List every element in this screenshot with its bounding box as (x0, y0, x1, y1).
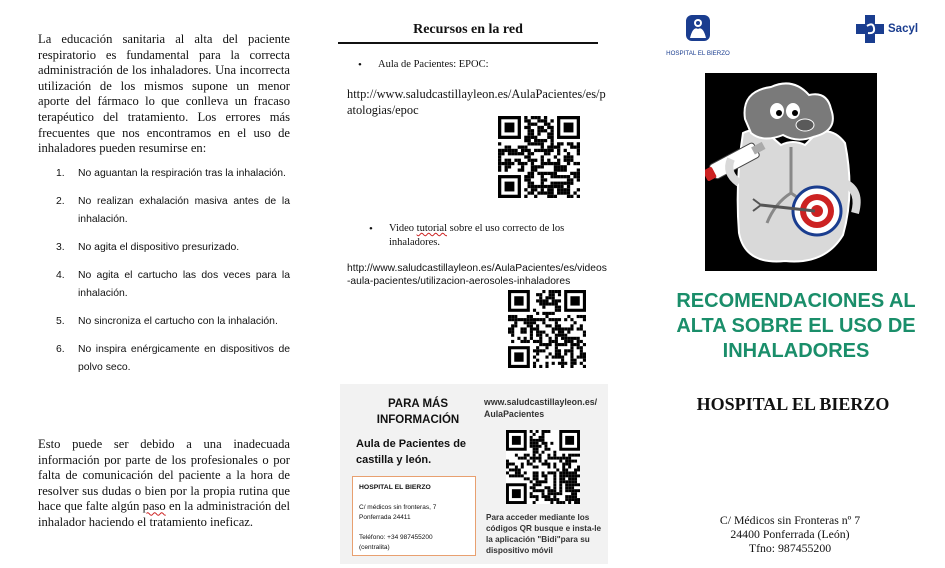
epoc-url-link[interactable]: http://www.saludcastillayleon.es/AulaPacientes/es/patologias/epoc (347, 87, 606, 117)
video-url-link[interactable]: http://www.saludcastillayleon.es/AulaPacientes/es/videos-aula-pacientes/utilizacion-aerosoles-inhaladores (347, 263, 607, 287)
list-item-text: No aguantan la respiración tras la inhalación. (78, 167, 286, 179)
list-item-number: 4. (56, 269, 65, 281)
hospital-contact-phone: Teléfono: +34 987455200 (359, 534, 433, 541)
qr-code-video-icon (508, 290, 586, 368)
resource-item-video (369, 222, 605, 250)
hospital-contact-address: C/ médicos sin fronteras, 7 (359, 504, 437, 511)
cover-address: C/ Médicos sin Fronteras nº 7 24400 Ponferrada (León) Tfno: 987455200 (719, 513, 861, 555)
bullet-icon: • (369, 223, 373, 235)
list-item-text: No realizan exhalación masiva antes de la inhalación. (78, 195, 290, 225)
resource-item-epoc (358, 58, 489, 72)
list-item-number: 1. (56, 167, 65, 179)
aula-pacientes-label: Aula de Pacientes de castilla y león. (356, 438, 467, 466)
list-item-number: 6. (56, 343, 65, 355)
hospital-logo (660, 14, 736, 57)
list-item-number: 5. (56, 315, 65, 327)
more-info-card (340, 384, 608, 564)
hospital-contact-name: HOSPITAL EL BIERZO (359, 484, 431, 491)
list-item-number: 3. (56, 241, 65, 253)
list-item-text: No inspira enérgicamente en dispositivos de polvo seco. (78, 343, 290, 373)
list-item-number: 2. (56, 195, 65, 207)
list-item-text: No sincroniza el cartucho con la inhalación. (78, 315, 278, 327)
list-item (56, 341, 290, 377)
list-item-text: No agita el cartucho las dos veces para la inhalación. (78, 269, 290, 299)
intro-paragraph: La educación sanitaria al alta del paciente respiratorio es fundamental para la correcta administración de los inhaladores. Una incorrecta utilización de los mismos supone un menor aporte del fármaco lo que conlleva un fracaso terapéutico del tratamiento. Los errores más frecuentes que nos encontramos en el uso de inhaladores pueden resumirse en: (38, 32, 290, 156)
list-item (56, 165, 290, 183)
hospital-logo-icon (685, 14, 711, 42)
more-info-heading: PARA MÁS INFORMACIÓN (376, 398, 460, 426)
list-item (56, 239, 290, 257)
errors-list (56, 165, 290, 377)
outro-flagged-word: paso (142, 499, 166, 514)
cover-title: RECOMENDACIONES AL ALTA SOBRE EL USO DE INHALADORES (676, 290, 916, 362)
resource-label: Aula de Pacientes: EPOC: (378, 59, 489, 70)
cover-hospital-name: HOSPITAL EL BIERZO (696, 394, 890, 414)
resources-title: Recursos en la red (338, 22, 598, 44)
outro-text-end: en la administración del inhalador haciendo el tratamiento ineficaz. (38, 499, 290, 529)
sacyl-logo (855, 14, 918, 44)
sacyl-cross-icon (855, 14, 885, 44)
hospital-contact-box (352, 476, 476, 556)
left-panel (38, 32, 290, 387)
hospital-contact-city: Ponferrada 24411 (359, 514, 411, 521)
list-item (56, 193, 290, 229)
list-item-text: No agita el dispositivo presurizado. (78, 241, 240, 253)
hospital-logo-caption: HOSPITAL EL BIERZO (666, 50, 730, 57)
outro-paragraph (38, 437, 290, 531)
bullet-icon: • (358, 59, 362, 71)
list-item (56, 267, 290, 303)
aula-web-link[interactable]: www.saludcastillayleon.es/ AulaPacientes (484, 397, 598, 419)
qr-code-aula-icon (506, 430, 580, 504)
resource-flagged-word: tutorial (416, 223, 447, 234)
outro-text-start: Esto puede ser debido a una inadecuada información por parte de los profesionales o por falta de comunicación del paciente a la hora de resolver sus dudas o bien por la propia rutina que hace que falte algún (38, 437, 290, 514)
resource-label: Video tutorial sobre el uso correcto de los inhaladores. (389, 223, 565, 248)
sacyl-wordmark: Sacyl (888, 23, 919, 35)
qr-code-epoc-icon (498, 116, 580, 198)
qr-instructions: Para acceder mediante los códigos QR busque e insta-le la aplicación "Bidi"para su dispositivo móvil (486, 513, 602, 555)
hospital-contact-phone-note: (centralita) (359, 544, 390, 551)
inhaler-cartoon-illustration (705, 73, 877, 271)
list-item (56, 313, 290, 331)
